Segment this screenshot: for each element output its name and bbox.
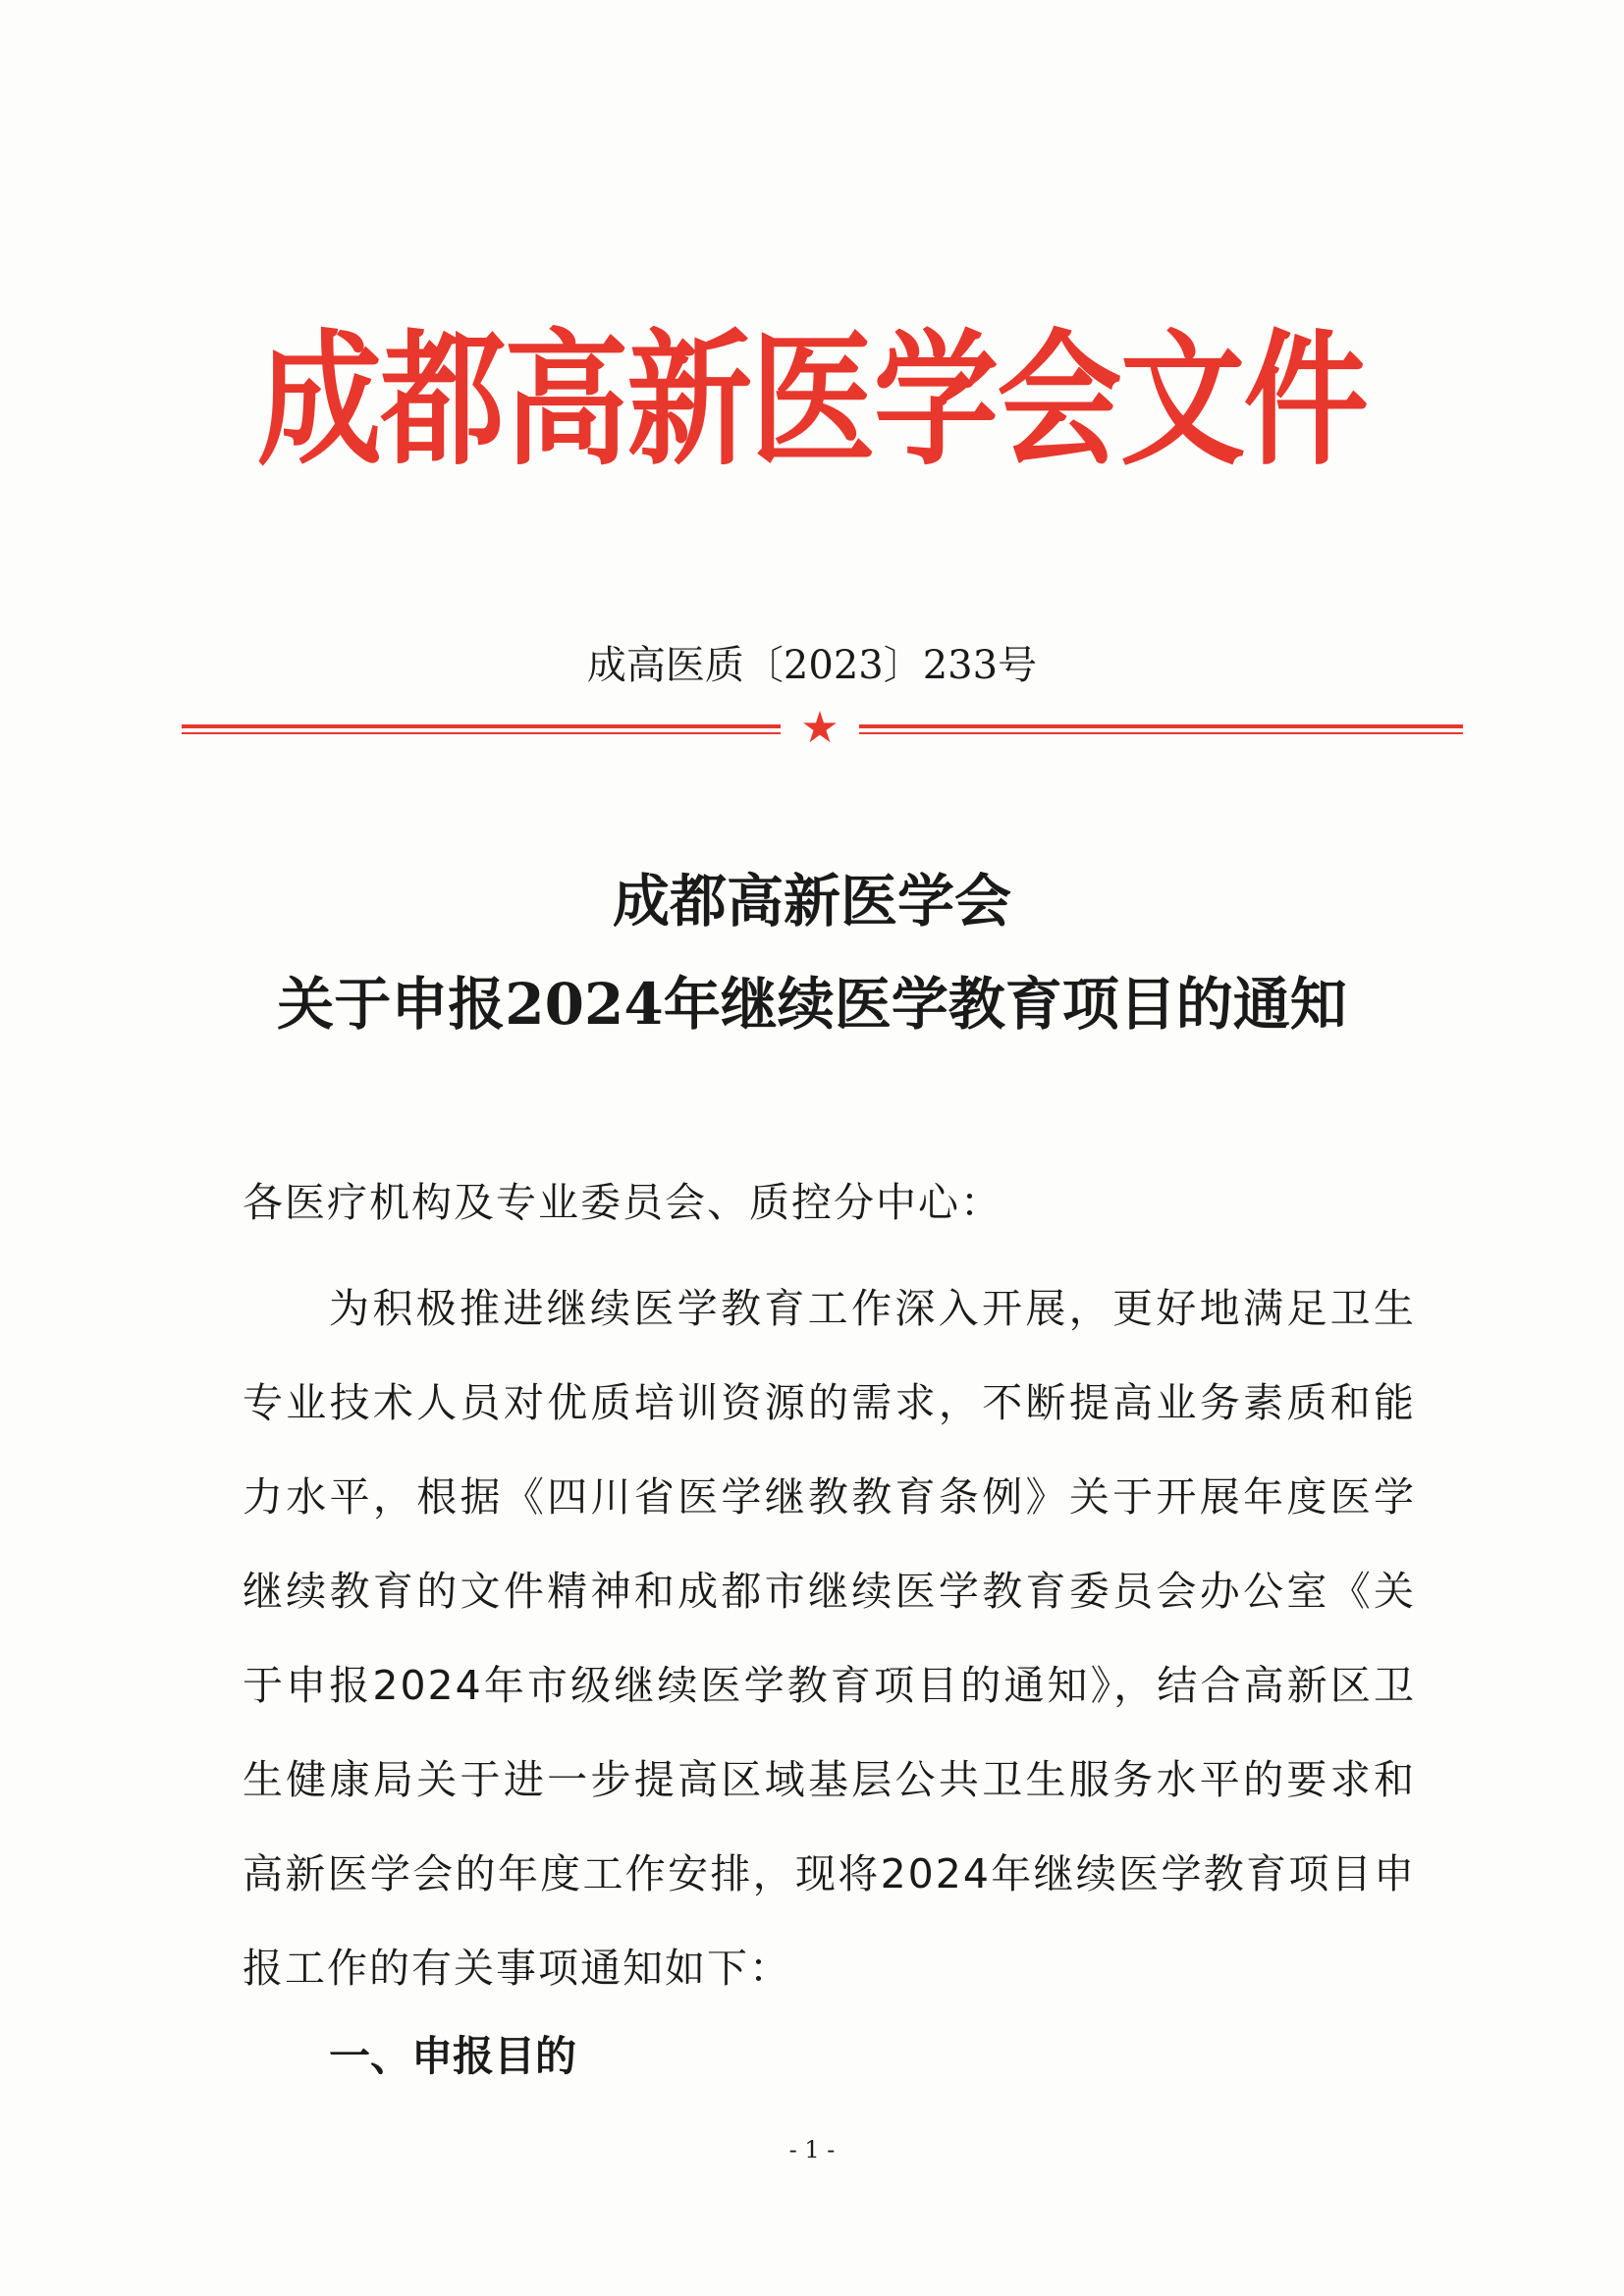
document-number: 成高医质〔2023〕233号	[586, 643, 1038, 688]
salutation: 各医疗机构及专业委员会、质控分中心：	[243, 1179, 1002, 1226]
masthead-title: 成都高新医学会文件	[256, 316, 1368, 485]
body-paragraph: 为积极推进继续医学教育工作深入开展，更好地满足卫生专业技术人员对优质培训资源的需求，不断提高业务素质和能力水平，根据《四川省医学继教教育条例》关于开展年度医学继续教育的文件精神和成都市继续医学教育委员会办公室《关于申报2024年市级继续医学教育项目的通知》，结合高新区卫生健康局关于进一步提高区域基层公共卫生服务水平的要求和高新医学会的年度工作安排，现将2024年继续医学教育项目申报工作的有关事项通知如下：	[243, 1285, 1416, 1992]
notice-title-line-1: 成都高新医学会	[612, 868, 1011, 934]
section-heading: 一、申报目的	[329, 2032, 577, 2080]
star-icon: ★	[800, 703, 839, 753]
notice-title-line-2: 关于申报2024年继续医学教育项目的通知	[277, 971, 1347, 1038]
divider-line-right	[859, 724, 1463, 734]
page-number: - 1 -	[788, 2136, 836, 2163]
divider-line-left	[182, 724, 781, 734]
red-divider	[182, 703, 1463, 753]
